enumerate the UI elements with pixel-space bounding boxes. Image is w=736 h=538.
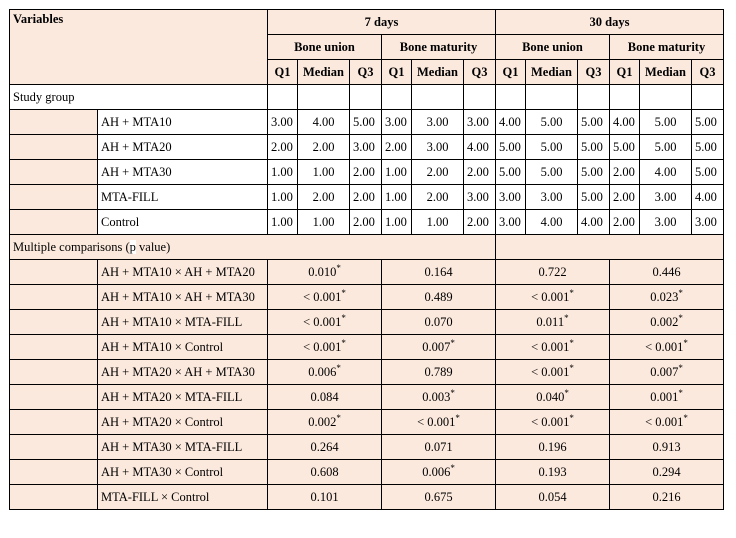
p-value: < 0.001 [303, 339, 342, 354]
p-value-cell [268, 360, 382, 385]
p-value: 0.003 [422, 389, 451, 404]
p-value-cell [268, 460, 382, 485]
p-value-cell [496, 460, 610, 485]
indent-cell [10, 385, 98, 410]
indent-cell [10, 360, 98, 385]
comparison-row [10, 385, 724, 410]
q1-header: Q1 [268, 60, 298, 85]
significance-marker: * [455, 412, 460, 423]
p-value: 0.193 [538, 464, 567, 479]
comparison-row [10, 460, 724, 485]
comparisons-label-text: Multiple comparisons ( [13, 239, 130, 254]
value-cell: 1.00 [382, 160, 412, 185]
p-value-cell [496, 310, 610, 335]
indent-cell [10, 210, 98, 235]
value-cell: 5.00 [692, 160, 724, 185]
value-cell: 3.00 [692, 210, 724, 235]
median-header: Median [412, 60, 464, 85]
results-table [9, 9, 724, 510]
q3-header: Q3 [578, 60, 610, 85]
p-value-cell [610, 285, 724, 310]
indent-cell [10, 435, 98, 460]
q1-header: Q1 [382, 60, 412, 85]
p-value: < 0.001 [303, 314, 342, 329]
comparison-row [10, 485, 724, 510]
significance-marker: * [336, 362, 341, 373]
p-value-cell [610, 360, 724, 385]
p-value-cell [382, 385, 496, 410]
significance-marker: * [450, 462, 455, 473]
value-cell: 5.00 [610, 135, 640, 160]
day7-bone-union-header: Bone union [268, 35, 382, 60]
value-cell: 3.00 [526, 185, 578, 210]
value-cell: 1.00 [298, 160, 350, 185]
p-value: 0.070 [424, 314, 453, 329]
significance-marker: * [564, 312, 569, 323]
q1-header: Q1 [610, 60, 640, 85]
value-cell: 4.00 [464, 135, 496, 160]
p-value: 0.294 [652, 464, 681, 479]
day30-bone-maturity-header: Bone maturity [610, 35, 724, 60]
group-name: AH + MTA10 [98, 110, 268, 135]
comparisons-label-text: value) [135, 239, 171, 254]
study-group-data-row [10, 160, 724, 185]
significance-marker: * [678, 312, 683, 323]
value-cell: 2.00 [382, 135, 412, 160]
q3-header: Q3 [464, 60, 496, 85]
p-value: 0.789 [424, 364, 453, 379]
significance-marker: * [678, 287, 683, 298]
significance-marker: * [569, 362, 574, 373]
group-name: MTA-FILL [98, 185, 268, 210]
value-cell: 3.00 [640, 210, 692, 235]
group-name: AH + MTA20 [98, 135, 268, 160]
p-value-cell [496, 485, 610, 510]
median-header: Median [298, 60, 350, 85]
p-value: 0.216 [652, 489, 681, 504]
p-value: 0.446 [652, 264, 681, 279]
value-cell: 3.00 [412, 135, 464, 160]
value-cell: 5.00 [692, 110, 724, 135]
significance-marker: * [569, 412, 574, 423]
significance-marker: * [450, 337, 455, 348]
indent-cell [10, 110, 98, 135]
p-value-cell [268, 285, 382, 310]
significance-marker: * [450, 387, 455, 398]
p-value: 0.011 [536, 314, 565, 329]
comparison-name: AH + MTA30 × MTA-FILL [98, 435, 268, 460]
significance-marker: * [336, 412, 341, 423]
p-value-cell [268, 485, 382, 510]
value-cell: 1.00 [268, 185, 298, 210]
study-group-data-row [10, 135, 724, 160]
day30-header: 30 days [496, 10, 724, 35]
value-cell: 3.00 [464, 110, 496, 135]
p-value: 0.675 [424, 489, 453, 504]
indent-cell [10, 285, 98, 310]
significance-marker: * [678, 387, 683, 398]
study-group-row [10, 85, 724, 110]
p-value-cell [382, 435, 496, 460]
value-cell: 1.00 [382, 185, 412, 210]
p-value-cell [496, 260, 610, 285]
comparison-row [10, 285, 724, 310]
day7-header: 7 days [268, 10, 496, 35]
significance-marker: * [683, 337, 688, 348]
value-cell: 5.00 [578, 160, 610, 185]
p-value-cell [610, 460, 724, 485]
value-cell: 5.00 [578, 110, 610, 135]
indent-cell [10, 485, 98, 510]
p-value-cell [610, 410, 724, 435]
value-cell: 5.00 [640, 135, 692, 160]
p-value-cell [382, 335, 496, 360]
significance-marker: * [341, 312, 346, 323]
p-value-cell [382, 485, 496, 510]
p-value: 0.722 [538, 264, 567, 279]
group-name: AH + MTA30 [98, 160, 268, 185]
p-value: 0.913 [652, 439, 681, 454]
value-cell: 5.00 [496, 160, 526, 185]
p-value: 0.007 [650, 364, 679, 379]
value-cell: 3.00 [464, 185, 496, 210]
value-cell: 1.00 [382, 210, 412, 235]
q1-header: Q1 [496, 60, 526, 85]
median-header: Median [526, 60, 578, 85]
value-cell: 4.00 [298, 110, 350, 135]
day7-bone-maturity-header: Bone maturity [382, 35, 496, 60]
p-value: < 0.001 [531, 414, 570, 429]
indent-cell [10, 310, 98, 335]
comparison-name: AH + MTA20 × AH + MTA30 [98, 360, 268, 385]
comparison-row [10, 260, 724, 285]
value-cell: 5.00 [526, 110, 578, 135]
p-value: 0.001 [650, 389, 679, 404]
value-cell: 3.00 [412, 110, 464, 135]
p-value-cell [268, 260, 382, 285]
p-value-cell [610, 435, 724, 460]
study-group-data-row [10, 110, 724, 135]
p-value-cell [268, 435, 382, 460]
comparison-row [10, 310, 724, 335]
p-value: 0.023 [650, 289, 679, 304]
comparison-row [10, 335, 724, 360]
indent-cell [10, 185, 98, 210]
p-value: 0.084 [310, 389, 339, 404]
comparisons-label-p: p [129, 239, 136, 254]
comparisons-label [10, 235, 496, 260]
p-value: 0.608 [310, 464, 339, 479]
group-name: Control [98, 210, 268, 235]
value-cell: 2.00 [610, 160, 640, 185]
significance-marker: * [678, 362, 683, 373]
study-group-data-row [10, 185, 724, 210]
p-value: 0.006 [308, 364, 337, 379]
p-value-cell [496, 360, 610, 385]
p-value: 0.007 [422, 339, 451, 354]
p-value: 0.040 [536, 389, 565, 404]
comparison-name: AH + MTA10 × MTA-FILL [98, 310, 268, 335]
q3-header: Q3 [692, 60, 724, 85]
significance-marker: * [569, 287, 574, 298]
p-value-cell [610, 260, 724, 285]
p-value: 0.054 [538, 489, 567, 504]
value-cell: 1.00 [412, 210, 464, 235]
p-value-cell [382, 360, 496, 385]
value-cell: 4.00 [578, 210, 610, 235]
indent-cell [10, 135, 98, 160]
comparison-row [10, 410, 724, 435]
p-value: 0.010 [308, 264, 337, 279]
indent-cell [10, 335, 98, 360]
results-table-container [9, 9, 724, 510]
value-cell: 2.00 [298, 135, 350, 160]
median-header: Median [640, 60, 692, 85]
value-cell: 2.00 [350, 185, 382, 210]
comparison-row [10, 435, 724, 460]
p-value: < 0.001 [645, 414, 684, 429]
empty-cell [496, 235, 724, 260]
p-value-cell [496, 285, 610, 310]
value-cell: 3.00 [496, 185, 526, 210]
p-value: < 0.001 [531, 289, 570, 304]
p-value: 0.196 [538, 439, 567, 454]
comparisons-label-row [10, 235, 724, 260]
p-value-cell [610, 335, 724, 360]
value-cell: 2.00 [412, 160, 464, 185]
value-cell: 4.00 [692, 185, 724, 210]
p-value: < 0.001 [645, 339, 684, 354]
significance-marker: * [569, 337, 574, 348]
p-value-cell [268, 310, 382, 335]
p-value-cell [496, 410, 610, 435]
header-row-1 [10, 10, 724, 35]
p-value-cell [610, 310, 724, 335]
value-cell: 1.00 [268, 160, 298, 185]
p-value-cell [496, 335, 610, 360]
value-cell: 5.00 [526, 135, 578, 160]
comparison-name: MTA-FILL × Control [98, 485, 268, 510]
p-value-cell [268, 335, 382, 360]
value-cell: 2.00 [610, 185, 640, 210]
value-cell: 2.00 [610, 210, 640, 235]
p-value-cell [496, 385, 610, 410]
value-cell: 2.00 [268, 135, 298, 160]
p-value-cell [382, 460, 496, 485]
value-cell: 4.00 [496, 110, 526, 135]
comparison-name: AH + MTA20 × Control [98, 410, 268, 435]
value-cell: 5.00 [692, 135, 724, 160]
value-cell: 5.00 [496, 135, 526, 160]
indent-cell [10, 160, 98, 185]
value-cell: 1.00 [268, 210, 298, 235]
p-value-cell [268, 385, 382, 410]
value-cell: 5.00 [578, 135, 610, 160]
significance-marker: * [341, 287, 346, 298]
p-value: 0.264 [310, 439, 339, 454]
value-cell: 3.00 [640, 185, 692, 210]
comparison-row [10, 360, 724, 385]
value-cell: 3.00 [496, 210, 526, 235]
value-cell: 4.00 [610, 110, 640, 135]
value-cell: 2.00 [464, 160, 496, 185]
p-value-cell [610, 485, 724, 510]
p-value-cell [610, 385, 724, 410]
comparison-name: AH + MTA10 × AH + MTA20 [98, 260, 268, 285]
p-value: < 0.001 [531, 364, 570, 379]
p-value: 0.071 [424, 439, 453, 454]
p-value: < 0.001 [303, 289, 342, 304]
value-cell: 1.00 [298, 210, 350, 235]
indent-cell [10, 260, 98, 285]
indent-cell [10, 460, 98, 485]
value-cell: 2.00 [350, 210, 382, 235]
value-cell: 2.00 [298, 185, 350, 210]
p-value: < 0.001 [417, 414, 456, 429]
p-value: 0.006 [422, 464, 451, 479]
significance-marker: * [341, 337, 346, 348]
day30-bone-union-header: Bone union [496, 35, 610, 60]
p-value: 0.489 [424, 289, 453, 304]
significance-marker: * [683, 412, 688, 423]
value-cell: 4.00 [526, 210, 578, 235]
comparison-name: AH + MTA30 × Control [98, 460, 268, 485]
p-value-cell [382, 260, 496, 285]
p-value-cell [382, 285, 496, 310]
p-value: 0.002 [308, 414, 337, 429]
study-group-data-row [10, 210, 724, 235]
value-cell: 2.00 [412, 185, 464, 210]
significance-marker: * [336, 262, 341, 273]
value-cell: 2.00 [350, 160, 382, 185]
value-cell: 5.00 [640, 110, 692, 135]
p-value: 0.002 [650, 314, 679, 329]
p-value-cell [382, 310, 496, 335]
variables-header: Variables [10, 10, 268, 85]
comparison-name: AH + MTA10 × Control [98, 335, 268, 360]
p-value: 0.164 [424, 264, 453, 279]
p-value-cell [268, 410, 382, 435]
comparison-name: AH + MTA20 × MTA-FILL [98, 385, 268, 410]
value-cell: 5.00 [350, 110, 382, 135]
value-cell: 3.00 [268, 110, 298, 135]
q3-header: Q3 [350, 60, 382, 85]
value-cell: 4.00 [640, 160, 692, 185]
value-cell: 3.00 [382, 110, 412, 135]
study-group-label: Study group [10, 85, 268, 110]
significance-marker: * [564, 387, 569, 398]
p-value: < 0.001 [531, 339, 570, 354]
p-value: 0.101 [310, 489, 339, 504]
comparison-name: AH + MTA10 × AH + MTA30 [98, 285, 268, 310]
p-value-cell [382, 410, 496, 435]
value-cell: 3.00 [350, 135, 382, 160]
value-cell: 2.00 [464, 210, 496, 235]
indent-cell [10, 410, 98, 435]
value-cell: 5.00 [578, 185, 610, 210]
value-cell: 5.00 [526, 160, 578, 185]
p-value-cell [496, 435, 610, 460]
